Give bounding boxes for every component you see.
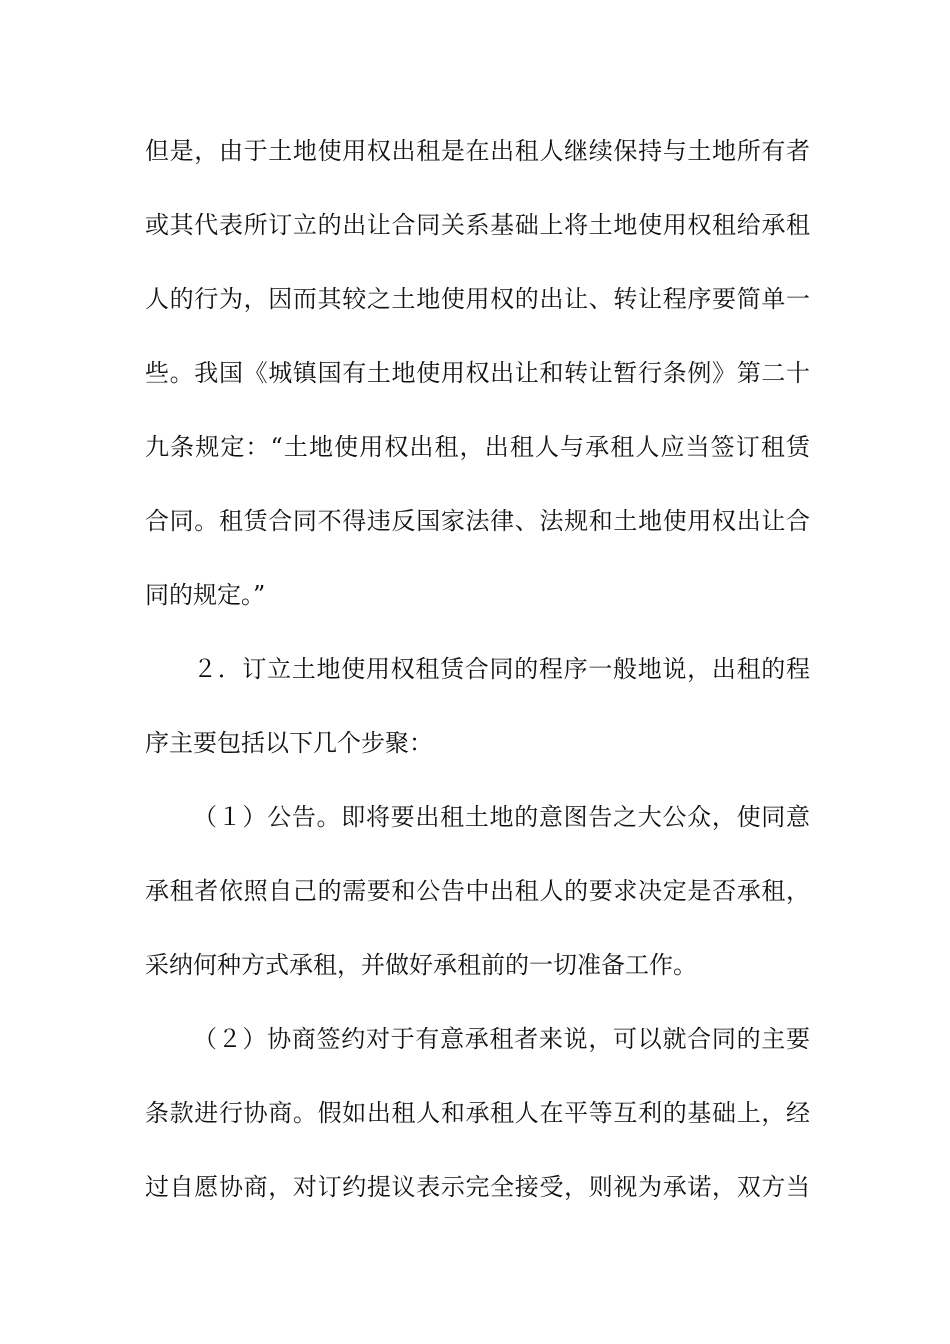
text-line: 同的规定。” xyxy=(145,581,266,609)
text-line: 采纳何种方式承租，并做好承租前的一切准备工作。 xyxy=(145,951,697,979)
text-line: ２．订立土地使用权租赁合同的程序一般地说，出租的程 xyxy=(193,655,810,683)
text-line: 或其代表所订立的出让合同关系基础上将土地使用权租给承租 xyxy=(145,211,810,239)
text-line: 人的行为，因而其较之土地使用权的出让、转让程序要简单一 xyxy=(145,285,810,313)
text-line: 承租者依照自己的需要和公告中出租人的要求决定是否承租， xyxy=(145,877,810,905)
text-line: 些。我国《城镇国有土地使用权出让和转让暂行条例》第二十 xyxy=(145,359,810,387)
text-line: 九条规定：“土地使用权出租，出租人与承租人应当签订租赁 xyxy=(145,433,810,461)
text-line: （２）协商签约对于有意承租者来说，可以就合同的主要 xyxy=(193,1025,810,1053)
text-line: （１）公告。即将要出租土地的意图告之大公众，使同意 xyxy=(193,803,810,831)
text-line: 条款进行协商。假如出租人和承租人在平等互利的基础上，经 xyxy=(145,1099,810,1127)
text-line: 过自愿协商，对订约提议表示完全接受，则视为承诺，双方当 xyxy=(145,1173,810,1201)
text-line: 序主要包括以下几个步聚： xyxy=(145,729,433,757)
text-line: 合同。租赁合同不得违反国家法律、法规和土地使用权出让合 xyxy=(145,507,810,535)
text-line: 但是，由于土地使用权出租是在出租人继续保持与土地所有者 xyxy=(145,137,810,165)
